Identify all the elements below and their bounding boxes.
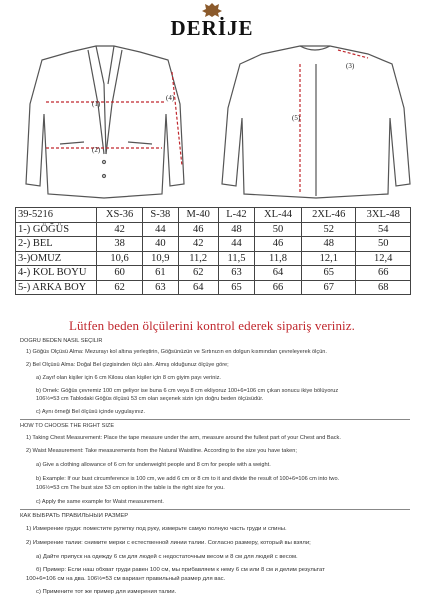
table-cell: 68 [356,280,411,295]
table-cell: 46 [178,222,218,237]
table-cell: 50 [356,237,411,252]
table-cell: 61 [143,266,178,281]
table-cell: 11,8 [255,251,302,266]
table-row [16,251,411,266]
brand-logo [0,2,424,41]
table-cell: 52 [302,222,356,237]
table-cell: 10,6 [97,251,143,266]
row-label: 4-) KOL BOYU [16,266,97,281]
table-header-cell: 2XL-46 [302,208,356,223]
tr-section-title: DOĞRU BEDEN NASIL SEÇİLİR [20,338,103,344]
tr-example-line-2: 106½=53 cm Tablodaki Göğüs ölçüsü 53 cm olan seçenek sizin için doğru beden ölçüsüdür. [36,396,264,402]
table-cell: 63 [143,280,178,295]
table-row [16,280,411,295]
size-table [15,207,411,295]
tr-waist-instruction: 2) Bel Ölçüsü Alma: Doğal Bel çizgisinden ölçü alın. Almış olduğunuz ölçüye göre; [26,362,229,368]
row-label: 2-) BEL [16,237,97,252]
label-waist: (2) [92,146,101,154]
section-divider [20,509,410,510]
ru-example-line-2: 100+6=106 см на два. 106½=53 см вариант правильный размер для вас. [26,576,226,582]
table-cell: 48 [218,222,254,237]
brand-name: DERİJE [170,16,254,40]
table-cell: 63 [218,266,254,281]
table-cell: 42 [97,222,143,237]
table-header-cell: M-40 [178,208,218,223]
section-divider [20,419,410,420]
en-allowance-note: a) Give a clothing allowance of 6 cm for underweight people and 8 cm for people with a weight. [36,462,271,468]
table-header-cell: L-42 [218,208,254,223]
row-label: 1-) GÖĞÜS [16,222,97,237]
ru-example-line-1: б) Пример: Если наш обхват груди равен 100 см, мы прибавляем к нему 6 см или 8 см и делим результат [36,567,325,573]
measurement-diagram [0,44,424,202]
table-cell: 10,9 [143,251,178,266]
tr-allowance-note: a) Zayıf olan kişiler için 6 cm Kilosu olan kişiler için 8 cm giyim payı veriniz. [36,375,221,381]
ru-chest-instruction: 1) Измерение груди: поместите рулетку под руку, измерьте самую полную часть груди и спины. [26,526,287,532]
table-cell: 64 [255,266,302,281]
table-cell: 11,5 [218,251,254,266]
en-example-line-2: 106½=53 cm The bust size 53 cm option in the table is the right size for you. [36,485,225,491]
table-cell: 12,4 [356,251,411,266]
en-section-title: HOW TO CHOOSE THE RIGHT SIZE [20,423,115,429]
jacket-back [222,46,410,198]
table-row [16,266,411,281]
table-cell: 67 [302,280,356,295]
table-header-cell: S-38 [143,208,178,223]
table-header-row [16,208,411,223]
table-cell: 50 [255,222,302,237]
table-cell: 66 [356,266,411,281]
en-chest-instruction: 1) Taking Chest Measurement: Place the tape measure under the arm, measure around the fullest part of your Chest and Back. [26,435,341,441]
table-row [16,237,411,252]
table-cell: 11,2 [178,251,218,266]
label-chest: (1) [92,100,101,108]
table-cell: 60 [97,266,143,281]
ru-allowance-note: а) Дайте припуск на одежду 6 см для людей с недостаточным весом и 8 см для людей с весом. [36,554,298,560]
order-warning-heading: Lütfen beden ölçülerini kontrol ederek sipariş veriniz. [69,318,355,333]
table-header-cell: XL-44 [255,208,302,223]
table-cell: 12,1 [302,251,356,266]
table-cell: 65 [218,280,254,295]
table-row [16,222,411,237]
ru-section-title: КАК ВЫБРАТЬ ПРАВИЛЬНЫЙ РАЗМЕР [20,513,129,519]
ru-apply-note: c) Примените тот же пример для измерения талии. [36,589,177,595]
table-cell: 65 [302,266,356,281]
table-cell: 54 [356,222,411,237]
table-cell: 66 [255,280,302,295]
table-cell: 44 [143,222,178,237]
table-cell: 38 [97,237,143,252]
tr-example-line-1: b) Örnek: Göğüs çevremiz 100 cm geliyor ise buna 6 cm veya 8 cm ekliyoruz 100+6=106 cm çıkan sonucu ikiye bölüyoruz [36,388,339,394]
tr-apply-note: c) Aynı örneği Bel ölçüsü içinde uygulayınız. [36,409,146,415]
measurement-arrows [46,50,368,194]
en-apply-note: c) Apply the same example for Waist measurement. [36,499,164,505]
label-shoulder: (3) [346,62,355,70]
table-cell: 62 [97,280,143,295]
tr-chest-instruction: 1) Göğüs Ölçüsü Alma: Mezurayı kol altına yerleştirin, Göğsünüzün ve Sırtınızın en dolgun kısmından çevreleyerek ölçün. [26,349,327,355]
label-back-length: (5) [292,114,301,122]
table-cell: 46 [255,237,302,252]
table-header-cell: 3XL-48 [356,208,411,223]
jacket-front [26,46,184,198]
table-header-cell: 39-5216 [16,208,97,223]
table-header-cell: XS-36 [97,208,143,223]
table-cell: 42 [178,237,218,252]
table-cell: 48 [302,237,356,252]
row-label: 3-)OMUZ [16,251,97,266]
table-cell: 62 [178,266,218,281]
ru-waist-instruction: 2) Измерение талии: снимите мерки с естественной линии талии. Согласно размеру, который вы взяли; [26,540,311,546]
table-cell: 64 [178,280,218,295]
table-cell: 40 [143,237,178,252]
row-label: 5-) ARKA BOY [16,280,97,295]
en-example-line-1: b) Example: If our bust circumference is 100 cm, we add 6 cm or 8 cm to it and divide the result of 100+6=106 cm into two. [36,476,340,482]
en-waist-instruction: 2) Waist Measurement: Take measurements from the Natural Waistline. According to the size you have taken; [26,448,297,454]
label-sleeve: (4) [166,94,175,102]
table-cell: 44 [218,237,254,252]
